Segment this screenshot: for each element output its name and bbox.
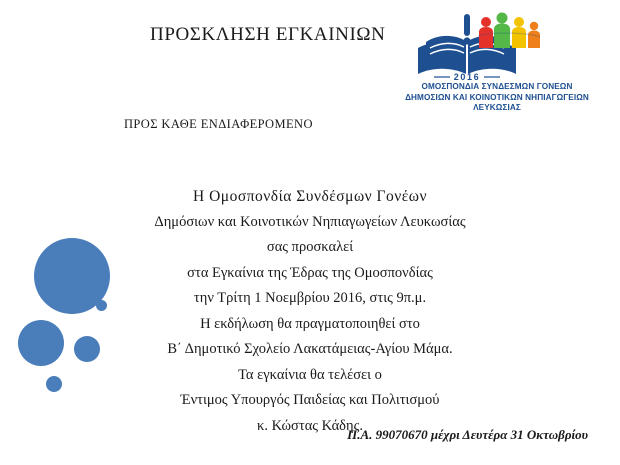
body-line: την Τρίτη 1 Νοεμβρίου 2016, στις 9π.μ. [193,290,427,306]
logo-caption-line-1: ΟΜΟΣΠΟΝΔΙΑ ΣΥΝΔΕΣΜΩΝ ΓΟΝΕΩΝ [421,82,573,91]
logo-caption-line-2: ΔΗΜΟΣΙΩΝ ΚΑΙ ΚΟΙΝΟΤΙΚΩΝ ΝΗΠΙΑΓΩΓΕΙΩΝ [405,92,589,102]
addressee-line: ΠΡΟΣ ΚΑΘΕ ΕΝΔΙΑΦΕΡΟΜΕΝΟ [124,117,313,131]
body-line: Η εκδήλωση θα πραγματοποιηθεί στο [200,315,420,332]
body-line: σας προσκαλεί [266,239,354,255]
footer-contact-note: Π.Α. 99070670 μέχρι Δευτέρα 31 Οκτωβρίου [347,427,588,442]
body-line: Έντιμος Υπουργός Παιδείας και Πολιτισμού [180,392,440,408]
body-line: Β΄ Δημοτικό Σχολείο Λακατάμειας-Αγίου Μάμα. [167,341,453,357]
invitation-body [0,184,620,439]
body-line: Δημόσιων και Κοινοτικών Νηπιαγωγείων Λευκωσίας [154,213,466,230]
organization-logo [388,8,606,116]
page-title: ΠΡΟΣΚΛΗΣΗ ΕΓΚΑΙΝΙΩΝ [150,24,386,45]
logo-graphic [388,8,606,84]
logo-caption-line-3: ΛΕΥΚΩΣΙΑΣ [473,103,521,112]
body-line: στα Εγκαίνια της Έδρας της Ομοσπονδίας [187,264,433,281]
logo-caption [388,82,606,114]
logo-year: 2016 [453,72,481,82]
body-line: κ. Κώστας Κάδης. [257,417,363,434]
body-line: Η Ομοσπονδία Συνδέσμων Γονέων [193,188,427,205]
body-line: Τα εγκαίνια θα τελέσει ο [238,366,382,383]
